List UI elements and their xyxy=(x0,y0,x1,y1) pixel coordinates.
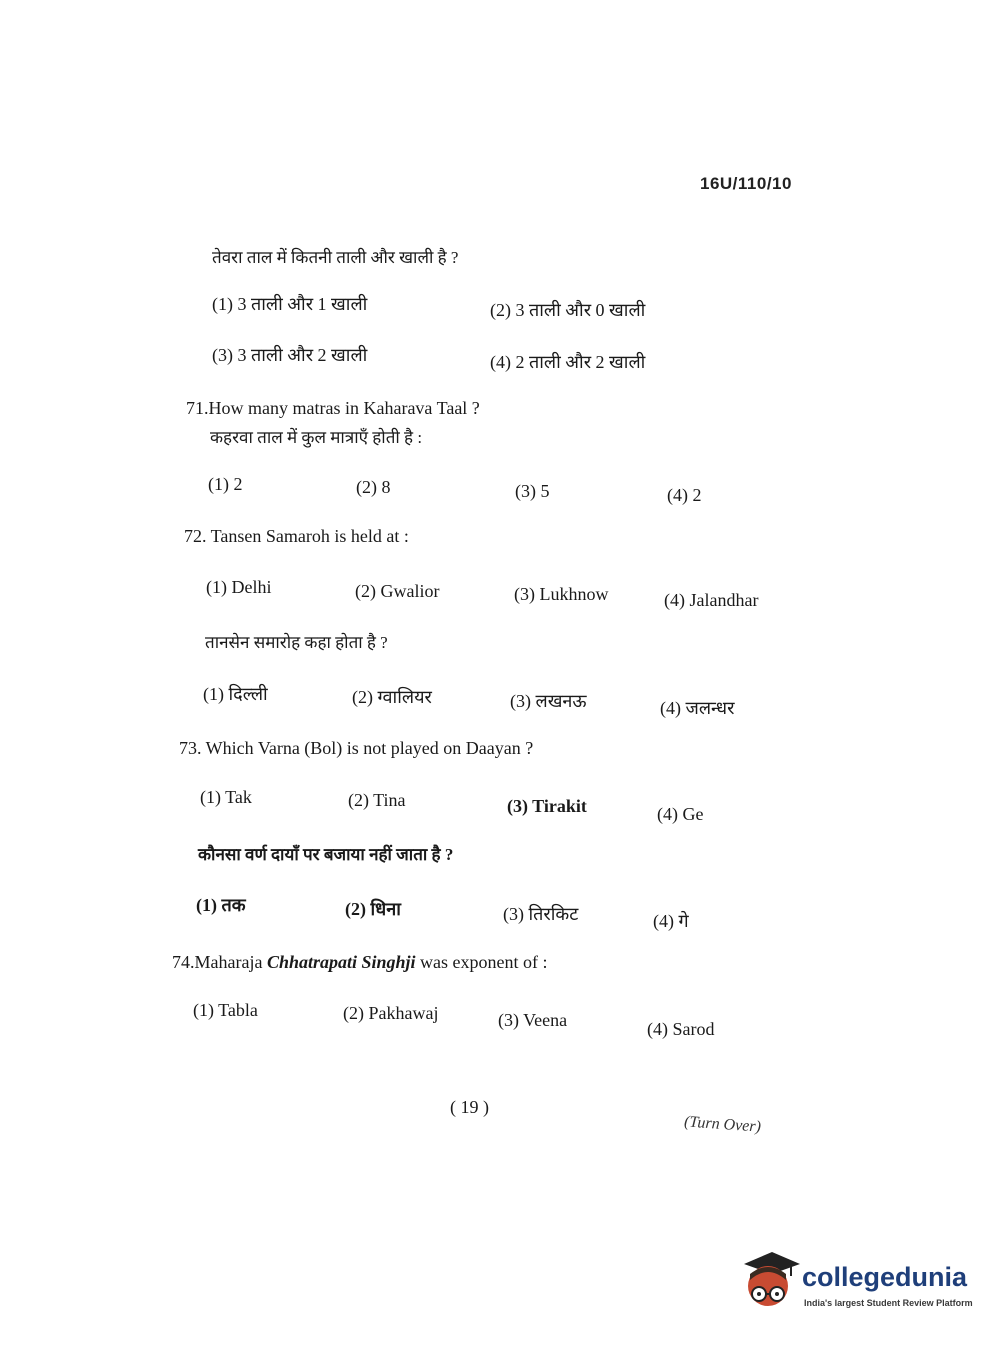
q72-option-3-en: (3) Lukhnow xyxy=(514,584,609,604)
q71-option-4: (4) 2 xyxy=(667,485,702,505)
q70-option-1: (1) 3 ताली और 1 खाली xyxy=(212,294,368,314)
q74-name: Chhatrapati Singhji xyxy=(266,952,416,972)
q73-option-2-en: (2) Tina xyxy=(348,790,406,810)
q73-option-1-en: (1) Tak xyxy=(200,787,252,807)
q72-option-4-en: (4) Jalandhar xyxy=(664,590,759,610)
q74-number: 74. xyxy=(172,952,195,972)
q73-option-4-en: (4) Ge xyxy=(657,804,704,824)
q71-english-text: 71.How many matras in Kaharava Taal ? xyxy=(186,398,480,418)
q73-option-1-hi: (1) तक xyxy=(196,895,246,915)
q72-option-1-hi: (1) दिल्ली xyxy=(203,684,268,704)
q72-hindi-text: तानसेन समारोह कहा होता है ? xyxy=(205,633,388,652)
q70-hindi-text: तेवरा ताल में कितनी ताली और खाली है ? xyxy=(212,248,459,267)
q70-option-3: (3) 3 ताली और 2 खाली xyxy=(212,345,368,365)
q72-option-2-hi: (2) ग्वालियर xyxy=(352,687,432,707)
q72-english-text: 72. Tansen Samaroh is held at : xyxy=(184,526,409,546)
paper-code: 16U/110/10 xyxy=(700,174,792,193)
q74-english-text xyxy=(172,952,548,973)
q71-option-2: (2) 8 xyxy=(356,477,391,497)
q74-option-3: (3) Veena xyxy=(498,1010,568,1030)
q71-option-3: (3) 5 xyxy=(515,481,550,501)
collegedunia-logo xyxy=(742,1248,972,1328)
q70-option-4: (4) 2 ताली और 2 खाली xyxy=(490,352,646,372)
turn-over-note: (Turn Over) xyxy=(683,1113,762,1136)
q73-option-3-en: (3) Tirakit xyxy=(507,796,587,816)
logo-wordmark: collegedunia xyxy=(802,1262,968,1292)
q74-option-1: (1) Tabla xyxy=(193,1000,258,1020)
q71-hindi-text: कहरवा ताल में कुल मात्राएँ होती है : xyxy=(210,428,423,447)
q72-option-1-en: (1) Delhi xyxy=(206,577,272,597)
q72-option-2-en: (2) Gwalior xyxy=(355,581,440,601)
q73-option-4-hi: (4) गे xyxy=(653,911,689,931)
q73-option-2-hi: (2) धिना xyxy=(345,899,401,919)
q73-english-text: 73. Which Varna (Bol) is not played on Daayan ? xyxy=(179,738,534,758)
q72-option-3-hi: (3) लखनऊ xyxy=(510,691,587,711)
q73-hindi-text: कौनसा वर्ण दायाँ पर बजाया नहीं जाता है ? xyxy=(198,845,454,864)
page-number: ( 19 ) xyxy=(450,1097,489,1117)
q73-option-3-hi: (3) तिरकिट xyxy=(503,904,579,924)
mascot-icon xyxy=(742,1250,802,1316)
q74-suffix: was exponent of : xyxy=(415,952,548,972)
q74-option-4: (4) Sarod xyxy=(647,1019,715,1039)
logo-tagline: India's largest Student Review Platform xyxy=(804,1298,973,1308)
q72-option-4-hi: (4) जलन्धर xyxy=(660,698,735,718)
q74-prefix: Maharaja xyxy=(194,952,267,972)
q70-option-2: (2) 3 ताली और 0 खाली xyxy=(490,300,646,320)
q74-option-2: (2) Pakhawaj xyxy=(343,1003,439,1023)
q71-option-1: (1) 2 xyxy=(208,474,243,494)
